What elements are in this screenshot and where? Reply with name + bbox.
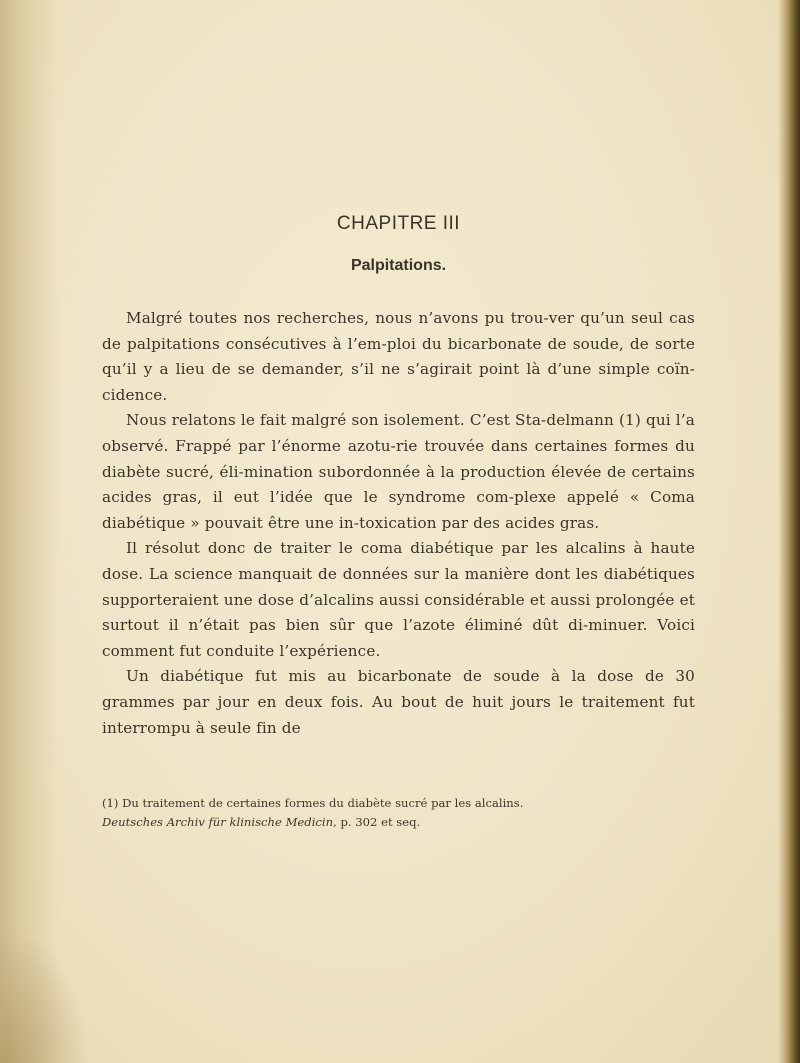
footnote-page-ref: , p. 302 et seq.	[333, 815, 421, 829]
paragraph-2: Nous relatons le fait malgré son isolement. C’est Sta-delmann (1) qui l’a observé. Frappé par l’énorme azotu-rie trouvée dans certaines formes du diabète sucré, éli-mination subordonnée à la production élevée de certains acides gras, il eut l’idée que le syndrome com-plexe appelé « Coma diabétique » pouvait être une in-toxication par des acides gras.	[102, 411, 695, 532]
footnote-line: (1) Du traitement de certaines formes du diabète sucré par les alcalins.	[102, 796, 524, 810]
page-right-edge-binding	[778, 0, 800, 1063]
paragraph-1: Malgré toutes nos recherches, nous n’avons pu trou-ver qu’un seul cas de palpitations consécutives à l’em-ploi du bicarbonate de soude, de sorte qu’il y a lieu de se demander, s’il ne s’agirait point là d’une simple coïn-cidence.	[102, 309, 695, 404]
footnote-reference	[102, 813, 695, 832]
footnote-journal: Deutsches Archiv für klinische Medicin	[102, 815, 334, 829]
page-corner-shading	[0, 923, 90, 1063]
paragraph-3: Il résolut donc de traiter le coma diabétique par les alcalins à haute dose. La science manquait de données sur la manière dont les diabétiques supporteraient une dose d’alcalins aussi considérable et aussi prolongée et surtout il n’était pas bien sûr que l’azote éliminé dût di-minuer. Voici comment fut conduite l’expérience.	[102, 539, 695, 660]
paragraph-4: Un diabétique fut mis au bicarbonate de soude à la dose de 30 grammes par jour en deux fois. Au bout de huit jours le traitement fut interrompu à seule fin de	[102, 667, 695, 737]
chapter-title: CHAPITRE III	[336, 213, 461, 234]
footnote	[102, 794, 695, 832]
body-text	[102, 306, 695, 741]
section-title: Palpitations.	[350, 257, 447, 274]
page-left-edge-shading	[0, 0, 60, 1063]
